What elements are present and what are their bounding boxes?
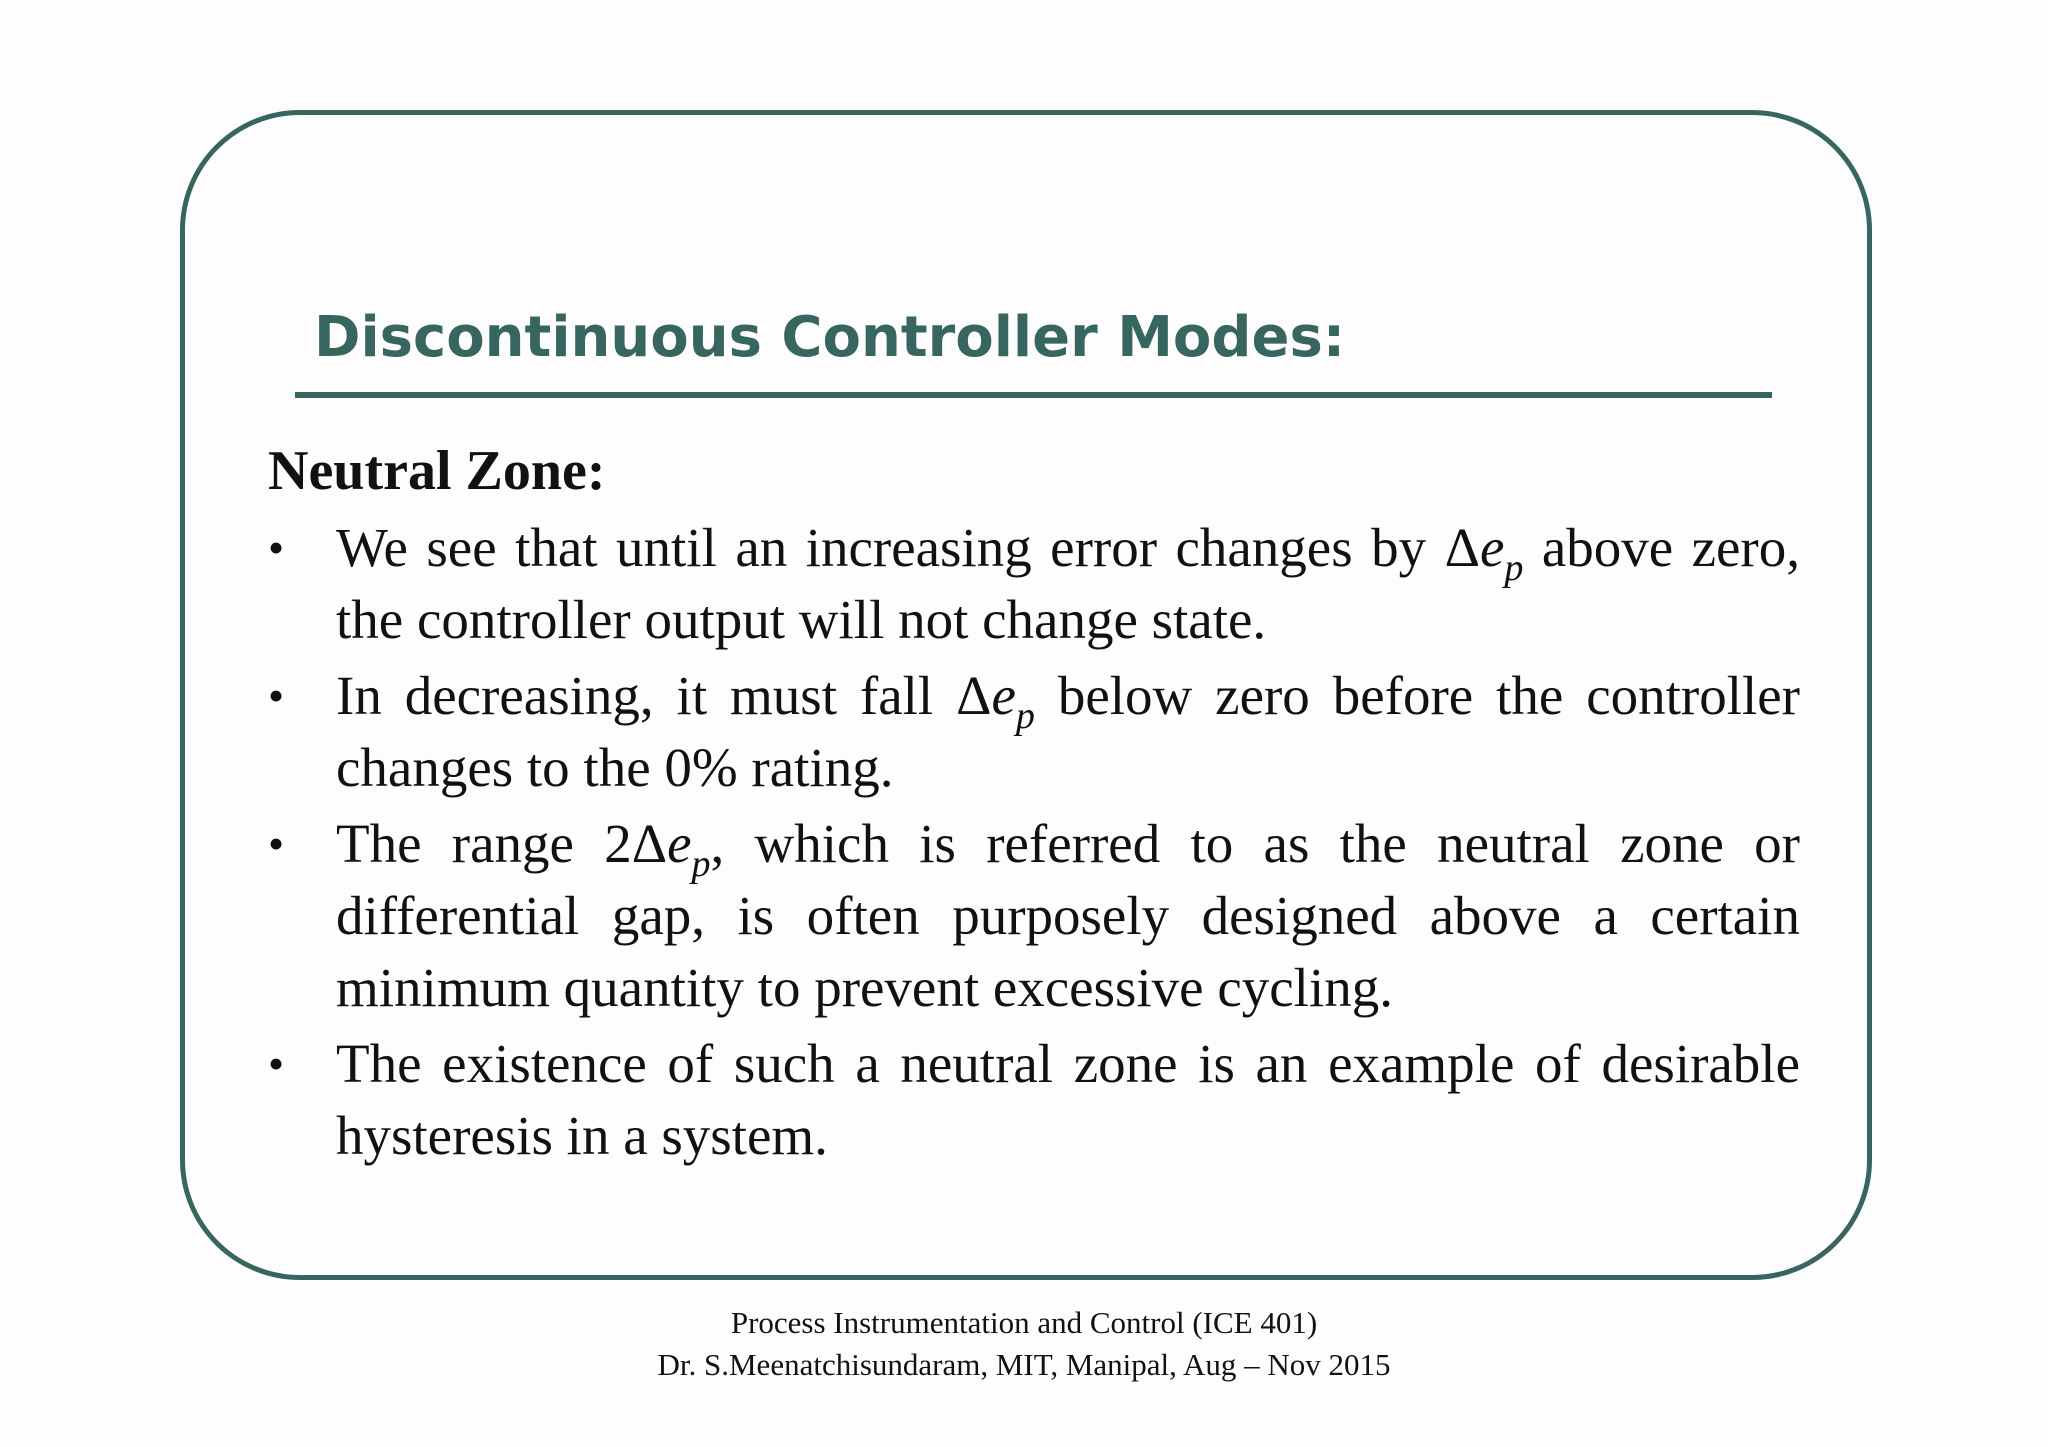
slide-title: Discontinuous Controller Modes: — [314, 305, 1346, 370]
bullet-item — [268, 660, 1800, 804]
bullet-text: The existence of such a neutral zone is an example of desirable hysteresis in a system. — [336, 1033, 1800, 1166]
bullet-text-after: below zero before the controller changes to the 0% rating. — [336, 665, 1801, 798]
title-underline — [295, 392, 1772, 398]
slide-content — [268, 435, 1800, 1176]
error-subscript: p — [1504, 547, 1524, 589]
bullet-item — [268, 808, 1800, 1024]
bullet-icon: • — [268, 1038, 285, 1089]
bullet-icon: • — [268, 522, 285, 573]
bullet-text-before: The range 2 — [336, 813, 632, 874]
bullet-list — [268, 512, 1800, 1172]
delta-e-p-expression — [1444, 517, 1524, 589]
error-variable: e — [1479, 517, 1505, 578]
delta-e-p-expression — [956, 665, 1035, 737]
error-variable: e — [667, 813, 692, 874]
footer-course-line: Process Instrumentation and Control (ICE 401) — [730, 1305, 1318, 1340]
bullet-text-after: , which is referred to as the neutral zone or differential gap, is often purposely designed above a certain minimum quantity to prevent excessive cycling. — [336, 813, 1800, 1018]
section-heading: Neutral Zone: — [268, 440, 606, 502]
bullet-item — [268, 1028, 1800, 1172]
delta-e-p-expression — [631, 813, 711, 885]
bullet-icon: • — [268, 818, 285, 869]
footer-author-line: Dr. S.Meenatchisundaram, MIT, Manipal, Aug – Nov 2015 — [657, 1347, 1391, 1382]
bullet-text-before: We see that until an increasing error changes by — [336, 517, 1445, 578]
bullet-icon: • — [268, 670, 285, 721]
delta-symbol: Δ — [631, 813, 668, 874]
error-subscript: p — [1015, 695, 1035, 737]
bullet-text-after: above zero, the controller output will not change state. — [336, 517, 1800, 650]
delta-symbol: Δ — [1444, 517, 1480, 578]
delta-symbol: Δ — [956, 665, 992, 726]
bullet-text-before: In decreasing, it must fall — [336, 665, 957, 726]
error-variable: e — [991, 665, 1016, 726]
bullet-item — [268, 512, 1800, 656]
error-subscript: p — [691, 843, 711, 885]
